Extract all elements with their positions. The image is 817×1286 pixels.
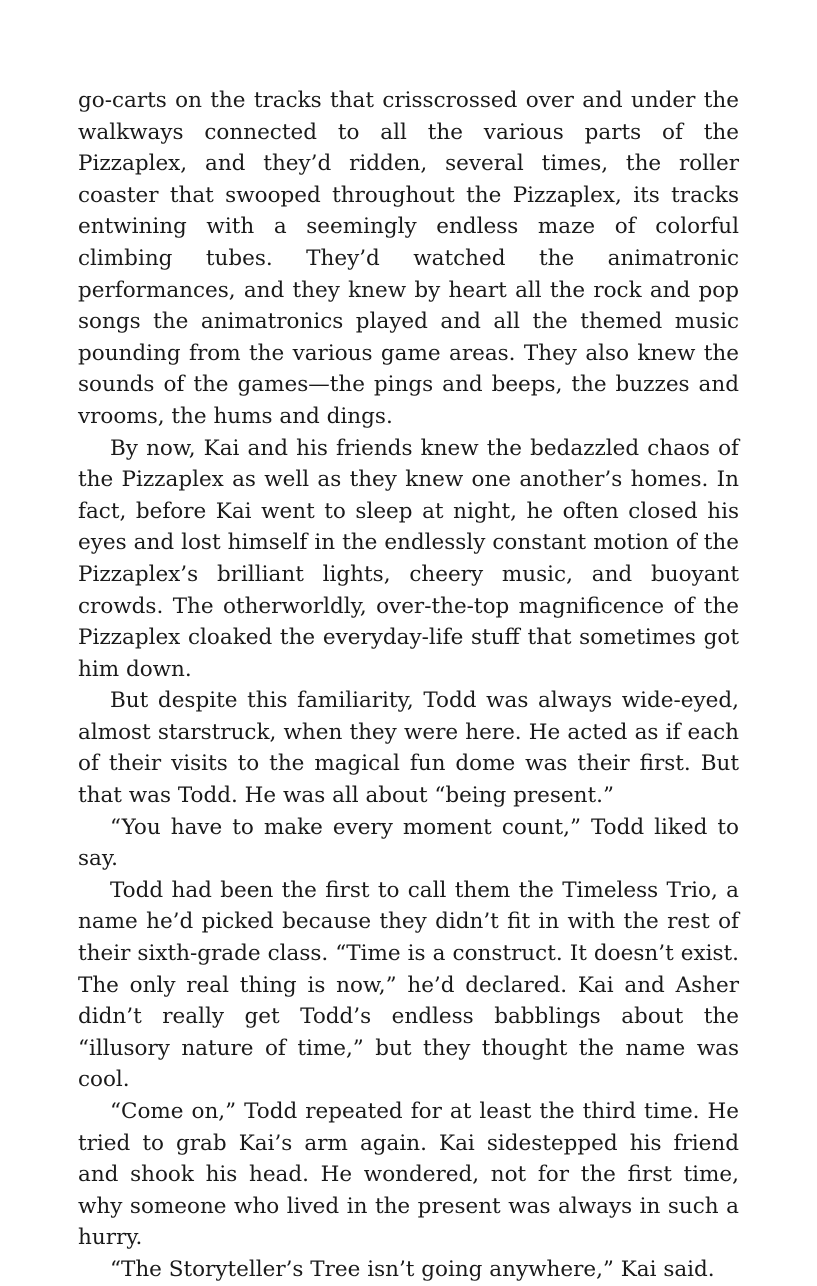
paragraph-6: “Come on,” Todd repeated for at least the third time. He tried to grab Kai’s arm again. Kai sidestepped his friend and shook his head. He wondered, not for the first time, why someone who lived in the present was always in such a hurry. <box>78 1099 739 1251</box>
paragraph-4: “You have to make every moment count,” Todd liked to say. <box>78 814 739 872</box>
paragraph-5: Todd had been the first to call them the Timeless Trio, a name he’d picked because they didn’t fit in with the rest of their sixth-grade class. “Time is a construct. It doesn’t exist. The only real thing is now,” he’d declared. Kai and Asher didn’t really get Todd’s endless babblings about the “illusory nature of time,” but they thought the name was cool. <box>78 877 739 1093</box>
paragraph-2: By now, Kai and his friends knew the bedazzled chaos of the Pizzaplex as well as they knew one another’s homes. In fact, before Kai went to sleep at night, he often closed his eyes and lost himself in the endlessly constant motion of the Pizzaplex’s brilliant lights, cheery music, and buoyant crowds. The otherworldly, over-the-top magnificence of the Pizzaplex cloaked the everyday-life stuff that sometimes got him down. <box>78 435 739 682</box>
paragraph-3: But despite this familiarity, Todd was always wide-eyed, almost starstruck, when they were here. He acted as if each of their visits to the magical fun dome was their first. But that was Todd. He was all about “being present.” <box>78 688 739 809</box>
book-page <box>78 85 739 1286</box>
paragraph-7: “The Storyteller’s Tree isn’t going anywhere,” Kai said. <box>110 1256 715 1282</box>
paragraph-1: go-carts on the tracks that crisscrossed over and under the walkways connected to all the various parts of the Pizzaplex, and they’d ridden, several times, the roller coaster that swooped throughout the Pizzaplex, its tracks entwining with a seemingly endless maze of colorful climbing tubes. They’d watched the animatronic performances, and they knew by heart all the rock and pop songs the animatronics played and all the themed music pounding from the various game areas. They also knew the sounds of the games—the pings and beeps, the buzzes and vrooms, the hums and dings. <box>78 88 739 429</box>
